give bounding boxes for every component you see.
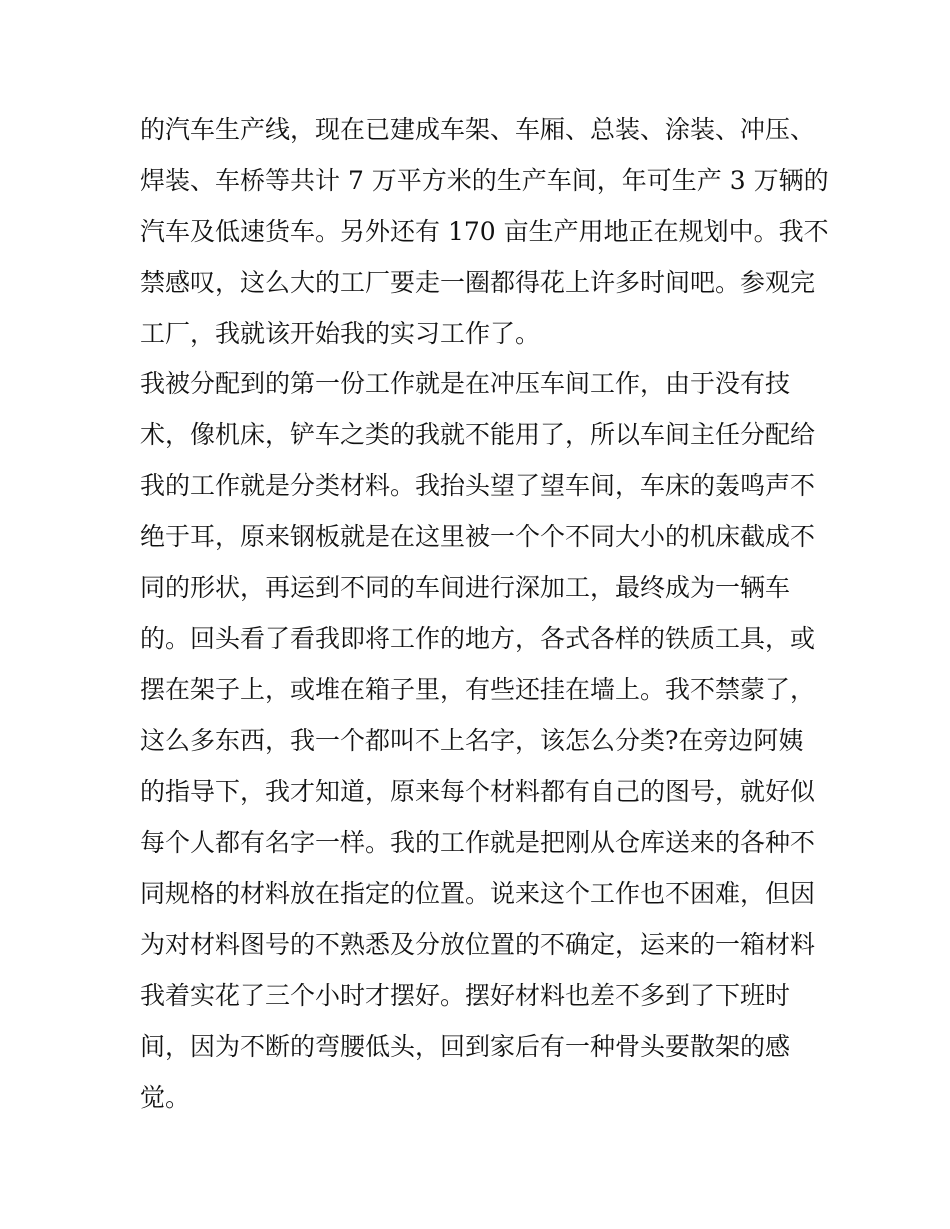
text-line: 绝于耳，原来钢板就是在这里被一个个不同大小的机床截成不 (140, 522, 816, 551)
text-line: 术，像机床，铲车之类的我就不能用了，所以车间主任分配给 (140, 420, 816, 449)
text-line: 为对材料图号的不熟悉及分放位置的不确定，运来的一箱材料 (140, 930, 816, 959)
text-line: 摆在架子上，或堆在箱子里，有些还挂在墙上。我不禁蒙了， (140, 675, 816, 704)
text-line: 同规格的材料放在指定的位置。说来这个工作也不困难，但因 (140, 879, 816, 908)
text-line: 我的工作就是分类材料。我抬头望了望车间，车床的轰鸣声不 (140, 471, 816, 500)
text-line: 觉。 (140, 1083, 191, 1112)
text-line: 我被分配到的第一份工作就是在冲压车间工作，由于没有技 (140, 369, 791, 398)
text-line: 的汽车生产线，现在已建成车架、车厢、总装、涂装、冲压、 (140, 115, 816, 144)
text-line: 每个人都有名字一样。我的工作就是把刚从仓库送来的各种不 (140, 828, 816, 857)
text-line: 的指导下，我才知道，原来每个材料都有自己的图号，就好似 (140, 777, 816, 806)
text-line: 间，因为不断的弯腰低头，回到家后有一种骨头要散架的感 (140, 1032, 791, 1061)
text-line: 的。回头看了看我即将工作的地方，各式各样的铁质工具，或 (140, 624, 816, 653)
text-line: 禁感叹，这么大的工厂要走一圈都得花上许多时间吧。参观完 (140, 268, 816, 297)
text-line: 这么多东西，我一个都叫不上名字，该怎么分类?在旁边阿姨 (140, 726, 804, 755)
text-line: 汽车及低速货车。另外还有 170 亩生产用地正在规划中。我不 (140, 217, 829, 246)
text-line: 焊装、车桥等共计 7 万平方米的生产车间，年可生产 3 万辆的 (140, 166, 829, 195)
text-line: 我着实花了三个小时才摆好。摆好材料也差不多到了下班时 (140, 981, 791, 1010)
text-line: 工厂，我就该开始我的实习工作了。 (140, 319, 541, 348)
text-line: 同的形状，再运到不同的车间进行深加工，最终成为一辆车 (140, 573, 791, 602)
